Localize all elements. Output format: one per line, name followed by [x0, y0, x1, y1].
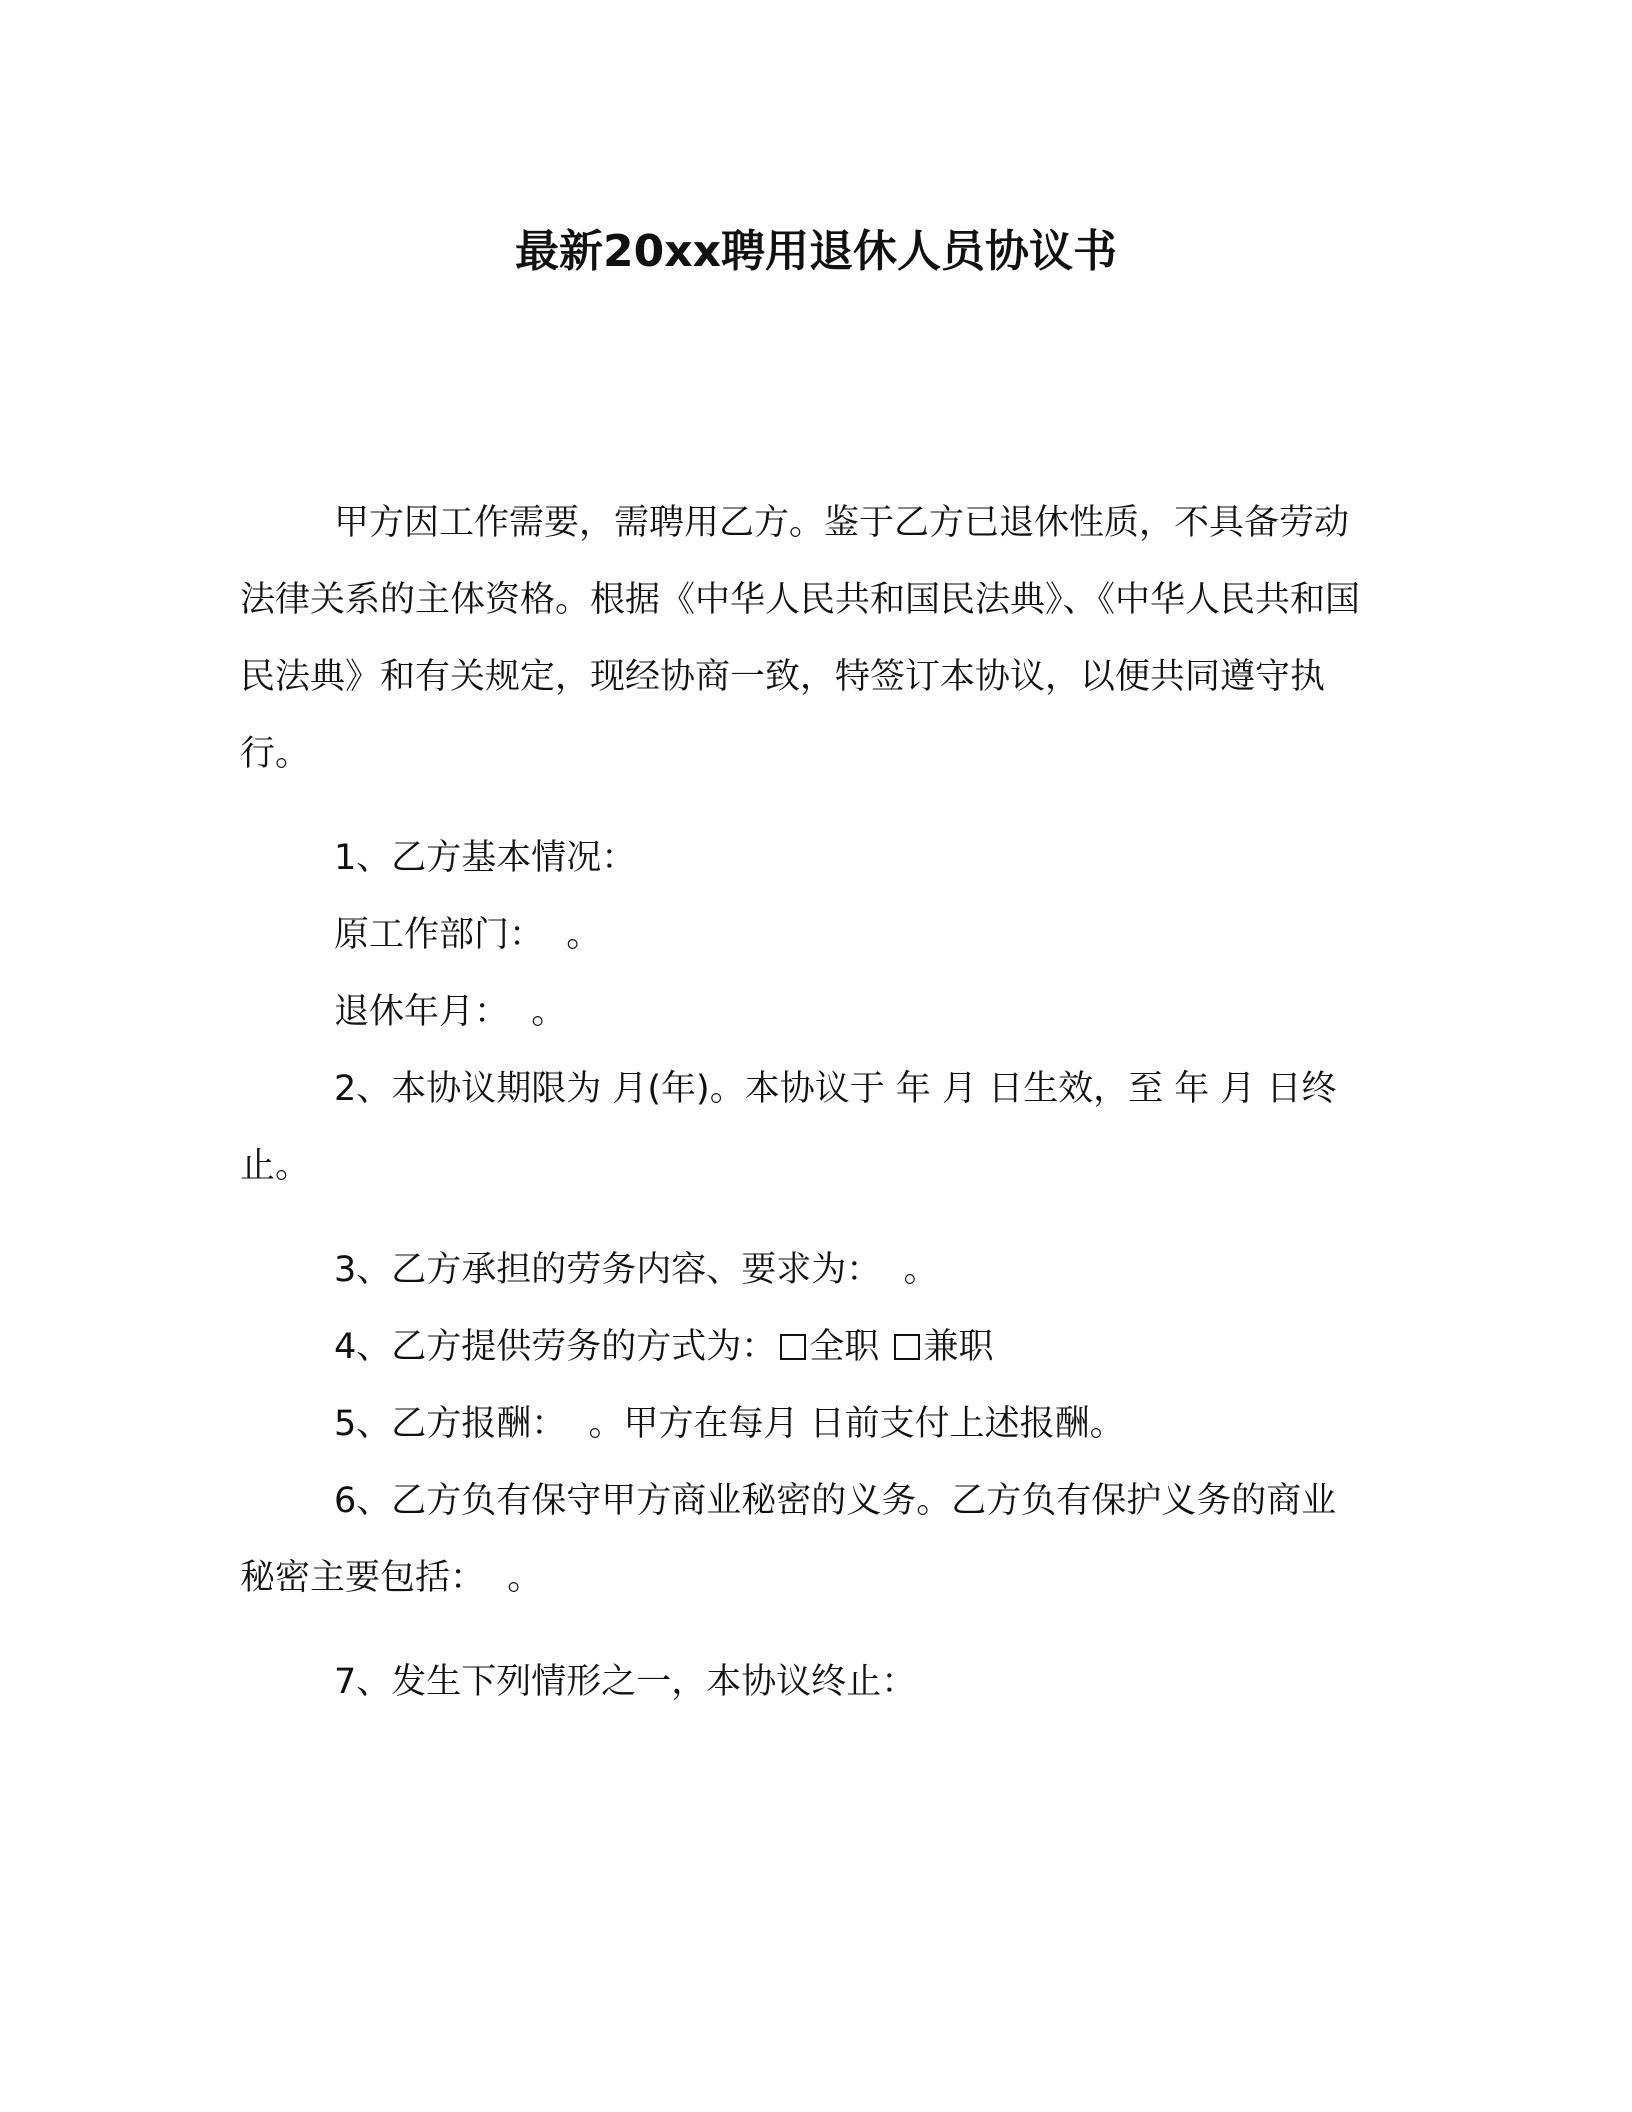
part-time-label: 兼职 — [923, 1327, 994, 1367]
item-3-duties: 3、乙方承担的劳务内容、要求为： 。 — [334, 1250, 939, 1290]
item-1-retirement-date: 退休年月： 。 — [334, 992, 567, 1032]
item-6-confidentiality: 6、乙方负有保守甲方商业秘密的义务。乙方负有保护义务的商业秘密主要包括： 。 — [240, 1481, 1337, 1598]
part-time-checkbox[interactable] — [894, 1334, 920, 1360]
item-7-termination: 7、发生下列情形之一，本协议终止： — [334, 1662, 917, 1702]
preamble-paragraph: 甲方因工作需要，需聘用乙方。鉴于乙方已退休性质，不具备劳动法律关系的主体资格。根据《中华人民共和国民法典》、《中华人民共和国民法典》和有关规定，现经协商一致，特签订本协议，以便共同遵守执行。 — [240, 503, 1361, 774]
item-2-term: 2、本协议期限为 月(年)。本协议于 年 月 日生效，至 年 月 日终止。 — [240, 1069, 1337, 1186]
document-title: 最新20xx聘用退休人员协议书 — [515, 226, 1117, 277]
full-time-checkbox[interactable] — [780, 1334, 806, 1360]
item-4-prefix: 4、乙方提供劳务的方式为： — [334, 1327, 777, 1367]
document-body — [240, 485, 1370, 1721]
item-5-remuneration: 5、乙方报酬： 。甲方在每月 日前支付上述报酬。 — [334, 1404, 1125, 1444]
item-1-original-department: 原工作部门： 。 — [334, 915, 602, 955]
item-1-basic-info: 1、乙方基本情况： — [334, 838, 637, 878]
full-time-label: 全职 — [809, 1327, 880, 1367]
item-4-work-mode — [240, 1309, 1370, 1386]
